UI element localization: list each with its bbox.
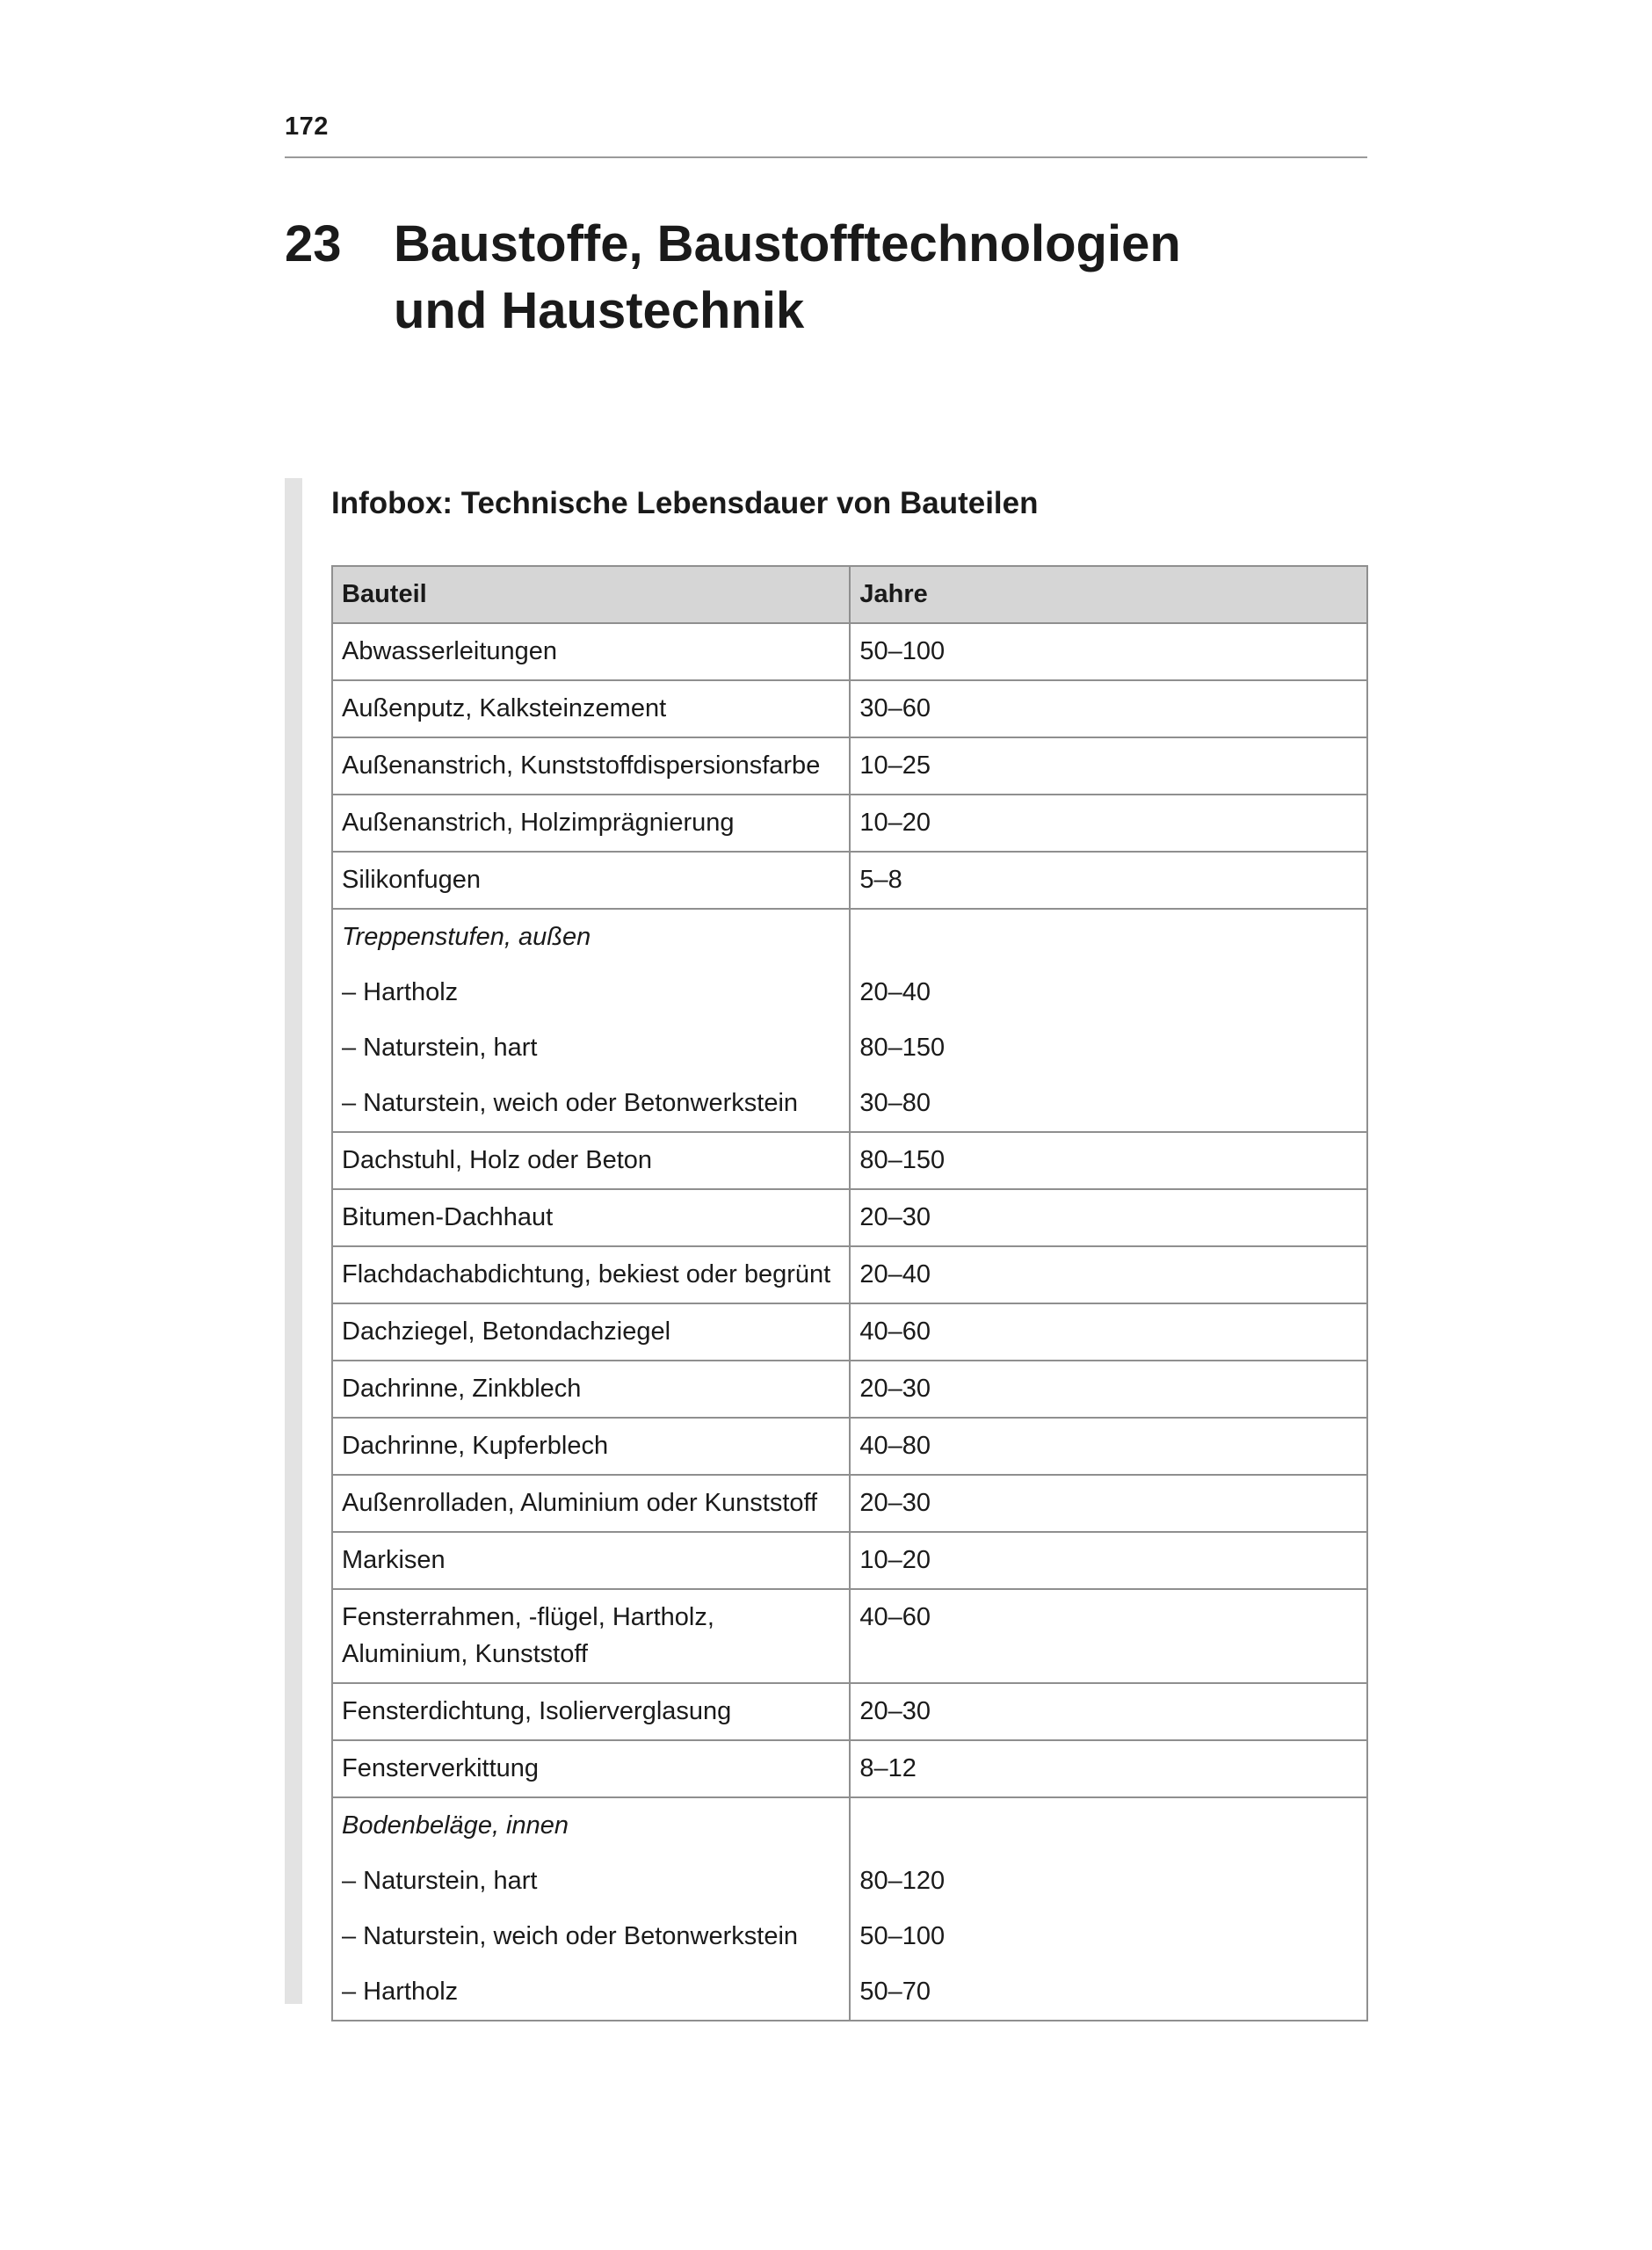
cell-bauteil [332, 1683, 850, 1740]
cell-bauteil [332, 1361, 850, 1418]
group-label: Bodenbeläge, innen [342, 1811, 569, 1840]
chapter-heading [285, 211, 1272, 345]
cell-bauteil [332, 1303, 850, 1361]
cell-text: 30–60 [859, 694, 931, 722]
cell-text: Außenputz, Kalksteinzement [342, 694, 667, 722]
table-row [332, 623, 1367, 680]
lifetime-table [331, 565, 1368, 2021]
group-value: 80–150 [859, 1034, 946, 1062]
cell-jahre [850, 1532, 1367, 1589]
table-row [332, 1418, 1367, 1475]
cell-bauteil [332, 1797, 850, 2021]
chapter-number: 23 [285, 215, 342, 272]
table-row [332, 1361, 1367, 1418]
cell-bauteil [332, 1132, 850, 1189]
column-header-jahre: Jahre [850, 566, 1367, 623]
table-row [332, 1246, 1367, 1303]
cell-bauteil [332, 1189, 850, 1246]
table-row [332, 909, 1367, 1132]
cell-jahre [850, 909, 1367, 1132]
group-item: – Hartholz [342, 1978, 459, 2006]
cell-bauteil [332, 1246, 850, 1303]
cell-text: Dachstuhl, Holz oder Beton [342, 1146, 653, 1174]
cell-text: Fensterdichtung, Isolierverglasung [342, 1697, 732, 1725]
group-value: 50–70 [859, 1978, 931, 2006]
cell-bauteil [332, 1418, 850, 1475]
table-row [332, 852, 1367, 909]
cell-jahre [850, 1475, 1367, 1532]
group-value [859, 918, 1358, 974]
cell-text: Silikonfugen [342, 866, 481, 894]
group-item: – Naturstein, weich oder Betonwerkstein [342, 1922, 799, 1950]
table-row [332, 1797, 1367, 2021]
cell-bauteil [332, 623, 850, 680]
chapter-title-line-1: Baustoffe, Baustofftechnologien [394, 215, 1181, 272]
cell-text: 80–150 [859, 1146, 946, 1174]
chapter-title [394, 211, 1272, 345]
cell-text: Markisen [342, 1546, 446, 1574]
infobox-side-bar [285, 478, 302, 2004]
cell-text: 40–60 [859, 1317, 931, 1346]
group-value: 20–40 [859, 978, 931, 1006]
table-row [332, 1683, 1367, 1740]
cell-text: Dachrinne, Zinkblech [342, 1375, 582, 1403]
infobox-heading: Infobox: Technische Lebensdauer von Bauteilen [331, 486, 1039, 520]
cell-jahre [850, 1246, 1367, 1303]
cell-text: Dachziegel, Betondachziegel [342, 1317, 671, 1346]
cell-text: Dachrinne, Kupferblech [342, 1432, 609, 1460]
table-body [332, 623, 1367, 2021]
cell-jahre [850, 1740, 1367, 1797]
cell-text: Außenanstrich, Holzimprägnierung [342, 809, 735, 837]
cell-text: Fensterrahmen, -flügel, Hartholz, [342, 1603, 714, 1631]
group-value [859, 1807, 1358, 1862]
table-row [332, 1189, 1367, 1246]
table-row [332, 1303, 1367, 1361]
table-row [332, 737, 1367, 795]
table-row [332, 1132, 1367, 1189]
cell-jahre [850, 680, 1367, 737]
cell-bauteil [332, 737, 850, 795]
table-row [332, 1532, 1367, 1589]
cell-jahre [850, 1189, 1367, 1246]
cell-text: 20–30 [859, 1489, 931, 1517]
cell-bauteil [332, 680, 850, 737]
cell-bauteil [332, 1740, 850, 1797]
cell-jahre [850, 1683, 1367, 1740]
cell-bauteil [332, 1589, 850, 1683]
cell-text: Aluminium, Kunststoff [342, 1640, 588, 1668]
cell-text: 10–20 [859, 1546, 931, 1574]
column-header-bauteil: Bauteil [332, 566, 850, 623]
cell-jahre [850, 1418, 1367, 1475]
cell-text: Außenrolladen, Aluminium oder Kunststoff [342, 1489, 818, 1517]
cell-text: 8–12 [859, 1754, 917, 1782]
group-value: 80–120 [859, 1867, 946, 1895]
cell-text: Fensterverkittung [342, 1754, 540, 1782]
cell-text: 20–30 [859, 1203, 931, 1231]
page-number: 172 [285, 112, 329, 141]
group-item: – Naturstein, weich oder Betonwerkstein [342, 1089, 799, 1117]
cell-text: Flachdachabdichtung, bekiest oder begrünt [342, 1260, 831, 1288]
cell-text: 20–30 [859, 1697, 931, 1725]
cell-text: 40–60 [859, 1603, 931, 1631]
header-rule [285, 156, 1367, 158]
cell-text: 10–25 [859, 751, 931, 780]
table-row [332, 680, 1367, 737]
cell-text: 40–80 [859, 1432, 931, 1460]
cell-text: Abwasserleitungen [342, 637, 558, 665]
group-item: – Hartholz [342, 978, 459, 1006]
cell-bauteil [332, 1475, 850, 1532]
group-value: 50–100 [859, 1922, 946, 1950]
cell-jahre [850, 1361, 1367, 1418]
cell-bauteil [332, 795, 850, 852]
cell-bauteil [332, 1532, 850, 1589]
cell-jahre [850, 852, 1367, 909]
cell-text: 20–30 [859, 1375, 931, 1403]
cell-text: 50–100 [859, 637, 946, 665]
table-row [332, 1475, 1367, 1532]
group-value: 30–80 [859, 1089, 931, 1117]
table-header-row [332, 566, 1367, 623]
cell-bauteil [332, 852, 850, 909]
cell-jahre [850, 1303, 1367, 1361]
chapter-title-line-2: und Haustechnik [394, 282, 805, 339]
cell-bauteil [332, 909, 850, 1132]
cell-jahre [850, 1132, 1367, 1189]
cell-jahre [850, 1797, 1367, 2021]
cell-text: 20–40 [859, 1260, 931, 1288]
table-row [332, 1740, 1367, 1797]
cell-jahre [850, 737, 1367, 795]
cell-text: 10–20 [859, 809, 931, 837]
cell-text: Bitumen-Dachhaut [342, 1203, 554, 1231]
group-label: Treppenstufen, außen [342, 923, 591, 951]
group-item: – Naturstein, hart [342, 1867, 538, 1895]
cell-jahre [850, 623, 1367, 680]
table-row [332, 1589, 1367, 1683]
cell-text: Außenanstrich, Kunststoffdispersionsfarbe [342, 751, 821, 780]
cell-jahre [850, 795, 1367, 852]
cell-jahre [850, 1589, 1367, 1683]
table-row [332, 795, 1367, 852]
group-item: – Naturstein, hart [342, 1034, 538, 1062]
cell-text: 5–8 [859, 866, 902, 894]
